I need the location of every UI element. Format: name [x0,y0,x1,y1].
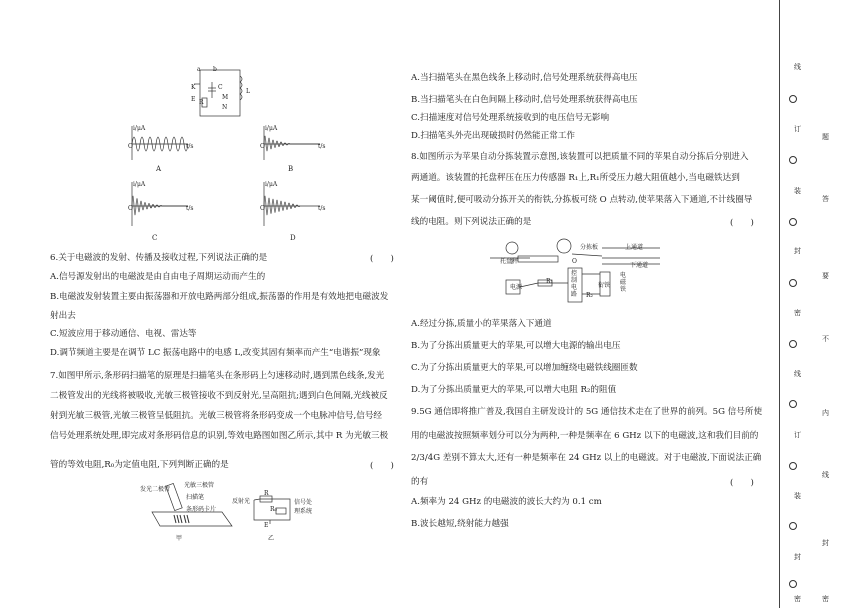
q7-answer-paren: ( ) [370,461,394,471]
fig8-power-label: 电源 [510,284,523,291]
q7-line4: 信号处理系统处理,即完成对条形码信息的识别,等效电路图如图乙所示,其中 R 为光敏三极 [50,431,389,441]
q6-answer-paren: ( ) [370,254,394,264]
q8-line3: 某一阈值时,便可吸动分拣开关的衔铁,分拣板可绕 O 点转动,使苹果落入下通道,不计线圈导 [411,195,753,205]
binding-hole [789,95,797,103]
q8-option-a: A.经过分拣,质量小的苹果落入下通道 [411,319,552,329]
panel-label-c: C [152,234,158,242]
graph-d-xlabel: t/s [318,205,326,212]
circuit-label-a: a [197,66,201,73]
circuit-label-r: R [199,99,204,106]
graph-a-origin: O [128,143,133,150]
binding-col1-char: 密 [794,595,801,603]
q6-option-b-line2: 射出去 [50,311,76,321]
binding-col1-char: 装 [794,492,801,500]
binding-col2-char: 封 [822,539,829,547]
binding-hole [789,580,797,588]
q9-answer-paren: ( ) [730,478,754,488]
fig7-jia-label: 甲 [176,535,183,542]
q6-stem: 6.关于电磁波的发射、传播及接收过程,下列说法正确的是 [50,253,268,263]
q8-answer-paren: ( ) [730,218,754,228]
graph-b-origin: O [260,143,265,150]
binding-col1-char: 封 [794,247,801,255]
graph-c-xlabel: t/s [186,205,194,212]
circuit-label-b: b [213,66,217,73]
binding-hole [789,218,797,226]
binding-line [779,0,780,608]
q8-line2: 两通道。该装置的托盘秤压在压力传感器 R₁上,R₁所受压力越大阻值越小,当电磁铁达到 [411,173,740,183]
fig7-r-label: R [264,490,269,497]
fig8-arm-label: 衔铁 [598,282,611,289]
fig8-up-label: 上通道 [625,244,644,251]
fig8-r1-label: R₁ [546,278,553,285]
graph-c-origin: O [128,205,133,212]
binding-col2-char: 线 [822,471,829,479]
fig7-led-label: 发光二极管 [140,486,171,493]
q6-option-a: A.信号源发射出的电磁波是由自由电子周期运动而产生的 [50,272,266,282]
q8-option-c: C.为了分拣出质量更大的苹果,可以增加缠绕电磁铁线圈匝数 [411,363,638,373]
fig7-light-label: 反射光 [232,498,251,505]
binding-col1-char: 订 [794,125,801,133]
circuit-label-l: L [246,88,250,95]
graph-b-ylabel: i/μA [265,125,278,132]
fig8-o-label: O [572,258,577,265]
binding-hole [789,156,797,164]
binding-col2-char: 密 [822,595,829,603]
binding-col1-char: 订 [794,431,801,439]
graph-a-xlabel: t/s [186,143,194,150]
q8-option-b: B.为了分拣出质量更大的苹果,可以增大电源的输出电压 [411,341,621,351]
q9-option-a: A.频率为 24 GHz 的电磁波的波长大约为 0.1 cm [411,497,602,507]
binding-col2-char: 不 [822,335,829,343]
circuit-label-c: C [218,84,223,91]
graph-d-ylabel: i/μA [265,181,278,188]
q8-line4: 线的电阻。则下列说法正确的是 [411,217,532,227]
q7-line3: 射到光敏三极管,光敏三极管呈低阻抗。光敏三极管将条形码变成一个电脉冲信号,信号经 [50,411,383,421]
q7-line5: 管的等效电阻,R₀为定值电阻,下列判断正确的是 [50,460,229,470]
fig7-card-label: 条形码卡片 [186,506,217,513]
circuit-label-k: K [191,84,196,91]
fig8-tray-label: 托盘秤 [500,258,519,265]
circuit-label-e: E [191,96,196,103]
q9-line2: 用的电磁波按照频率划分可以分为两种,一种是频率在 6 GHz 以下的电磁波,这和我们目前的 [411,431,759,441]
fig8-r2-label: R₂ [586,292,593,299]
fig7-photo-label: 光敏三极管 [184,482,215,489]
q7-option-b: B.当扫描笔头在白色间隔上移动时,信号处理系统获得高电压 [411,95,638,105]
q7-option-d: D.扫描笔头外壳出现破损时仍然能正常工作 [411,131,576,141]
binding-col1-char: 封 [794,553,801,561]
fig7-e-label: E [264,522,269,529]
q8-line1: 8.如图所示为苹果自动分拣装置示意图,该装置可以把质量不同的苹果自动分拣后分别进入 [411,152,749,162]
binding-col2-char: 要 [822,272,829,280]
binding-col2-char: 内 [822,409,829,417]
binding-hole [789,279,797,287]
q9-line4: 的有 [411,477,429,487]
binding-col1-char: 密 [794,309,801,317]
fig7-yi-label: 乙 [268,535,275,542]
fig7-signal-label: 信号处理系统 [294,499,313,515]
fig7-r0-label: R₀ [270,506,277,513]
binding-hole [789,522,797,530]
binding-hole [789,462,797,470]
binding-col2-char: 题 [822,133,829,141]
binding-hole [789,400,797,408]
fig8-sorter-label: 分拣板 [580,244,599,251]
panel-label-a: A [156,165,162,173]
q6-option-c: C.短波应用于移动通信、电视、雷达等 [50,329,197,339]
q6-option-b-line1: B.电磁波发射装置主要由振荡器和开放电路两部分组成,振荡器的作用是有效地把电磁波发 [50,292,389,302]
graph-d-origin: O [260,205,265,212]
graph-a-ylabel: i/μA [133,125,146,132]
q8-option-d: D.为了分拣出质量更大的苹果,可以增大电阻 R₂的阻值 [411,385,617,395]
fig7-pen-label: 扫描笔 [186,494,205,501]
q7-line2: 二极管发出的光线将被吸收,光敏三极管接收不到反射光,呈高阻抗;遇到白色间隔,光线被反 [50,391,388,401]
fig8-em-label: 电磁铁 [620,272,627,293]
circuit-label-n: N [222,104,228,111]
binding-col1-char: 装 [794,187,801,195]
binding-col1-char: 线 [794,370,801,378]
graph-b-xlabel: t/s [318,143,326,150]
q9-line1: 9.5G 通信即将推广普及,我国自主研发设计的 5G 通信技术走在了世界的前列。5G 信号所使 [411,407,763,417]
graph-c-ylabel: i/μA [133,181,146,188]
circuit-label-m: M [222,94,229,101]
fig8-down-label: 下通道 [630,262,649,269]
panel-label-b: B [288,165,294,173]
binding-col2-char: 答 [822,195,829,203]
q7-option-c: C.扫描速度对信号处理系统接收到的电压信号无影响 [411,113,610,123]
q9-line3: 2/3/4G 差别不算太大,还有一种是频率在 24 GHz 以上的电磁波。对于电磁波,下面说法正确 [411,453,762,463]
q7-line1: 7.如图甲所示,条形码扫描笔的原理是扫描笔头在条形码上匀速移动时,遇到黑色线条,发光 [50,371,385,381]
q6-option-d: D.调节频道主要是在调节 LC 振荡电路中的电感 L,改变其固有频率而产生“电谐振”现象 [50,348,381,358]
q7-option-a: A.当扫描笔头在黑色线条上移动时,信号处理系统获得高电压 [411,73,638,83]
fig8-ctrl-label: 控制电路 [571,270,578,298]
panel-label-d: D [290,234,296,242]
q9-option-b: B.波长越短,绕射能力越强 [411,519,509,529]
binding-col1-char: 线 [794,63,801,71]
binding-hole [789,340,797,348]
